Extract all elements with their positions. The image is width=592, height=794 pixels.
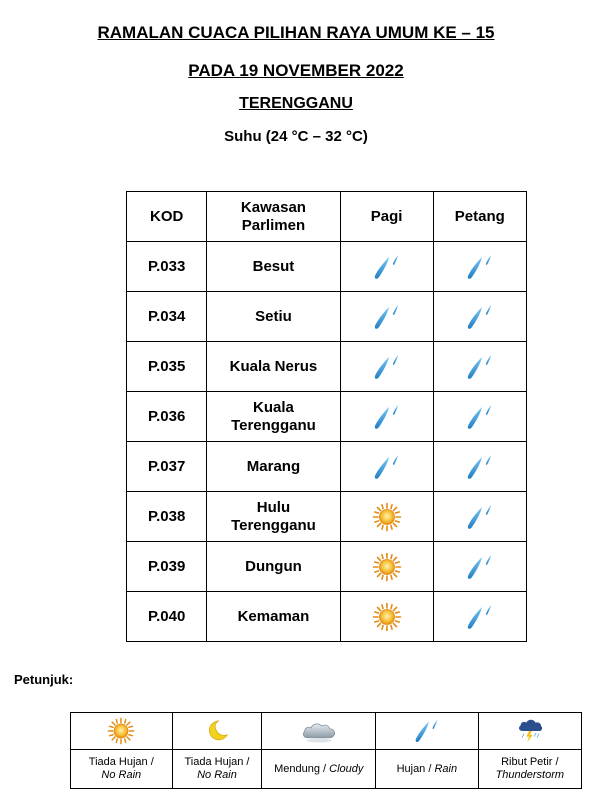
cell-kawasan — [207, 442, 340, 492]
forecast-table — [126, 191, 527, 642]
legend-caption — [478, 750, 581, 789]
sun-icon — [107, 722, 135, 739]
legend-caption — [376, 750, 479, 789]
sun-icon — [372, 607, 402, 624]
title-line-2: PADA 19 NOVEMBER 2022 — [188, 61, 404, 80]
header-kod: KOD — [127, 192, 207, 242]
legend-text: Tiada Hujan / — [184, 756, 250, 768]
cell-pagi — [340, 342, 433, 392]
legend-text: Hujan / — [396, 762, 432, 775]
cell-kod: P.038 — [127, 492, 207, 542]
cell-pagi — [340, 592, 433, 642]
table-row — [127, 292, 527, 342]
cell-kawasan — [207, 592, 340, 642]
sun-icon — [372, 507, 402, 524]
legend-caption — [262, 750, 376, 789]
cell-kod: P.036 — [127, 392, 207, 442]
cell-petang — [433, 392, 526, 442]
cell-pagi — [340, 492, 433, 542]
legend-text: Tiada Hujan / — [88, 756, 154, 768]
legend-text-en: No Rain — [197, 769, 237, 781]
rain-icon — [372, 307, 402, 324]
rain-icon — [372, 457, 402, 474]
cell-pagi — [340, 392, 433, 442]
table-row — [127, 592, 527, 642]
cell-petang — [433, 242, 526, 292]
kawasan-line1: Setiu — [255, 307, 292, 325]
table-row — [127, 392, 527, 442]
rain-icon — [465, 307, 495, 324]
header-kawasan-line2: Parlimen — [241, 216, 306, 234]
title-line-1: RAMALAN CUACA PILIHAN RAYA UMUM KE – 15 — [97, 23, 495, 42]
legend-icon-cell — [478, 713, 581, 750]
rain-icon — [465, 457, 495, 474]
cell-kod: P.039 — [127, 542, 207, 592]
cell-pagi — [340, 242, 433, 292]
table-row — [127, 442, 527, 492]
table-row — [127, 542, 527, 592]
sun-icon — [372, 557, 402, 574]
kawasan-line1: Marang — [246, 457, 301, 475]
legend-text-en: No Rain — [101, 769, 142, 781]
legend-icon-row — [71, 713, 582, 750]
rain-icon — [372, 357, 402, 374]
legend-table — [70, 712, 582, 789]
cell-kawasan — [207, 542, 340, 592]
cell-petang — [433, 592, 526, 642]
legend-text-en: Cloudy — [329, 762, 364, 775]
thunderstorm-icon — [516, 722, 544, 739]
rain-icon — [465, 357, 495, 374]
table-header-row — [127, 192, 527, 242]
state-title: TERENGGANU — [239, 95, 353, 112]
header-kawasan — [207, 192, 340, 242]
kawasan-line2: Terengganu — [231, 516, 316, 534]
cell-pagi — [340, 542, 433, 592]
rain-icon — [465, 557, 495, 574]
moon-icon — [203, 722, 231, 739]
table-row — [127, 242, 527, 292]
kawasan-line2: Terengganu — [231, 416, 316, 434]
legend-text: Mendung / — [274, 762, 327, 775]
legend-label: Petunjuk: — [14, 672, 74, 687]
legend-caption — [172, 750, 262, 789]
cell-kod: P.035 — [127, 342, 207, 392]
legend-icon-cell — [376, 713, 479, 750]
temperature-range: Suhu (24 °C – 32 °C) — [224, 128, 368, 145]
cell-petang — [433, 542, 526, 592]
table-row — [127, 342, 527, 392]
rain-icon — [372, 407, 402, 424]
rain-icon — [465, 607, 495, 624]
kawasan-line1: Kemaman — [237, 607, 310, 625]
cell-kawasan — [207, 242, 340, 292]
cell-kod: P.037 — [127, 442, 207, 492]
header-petang: Petang — [433, 192, 526, 242]
legend-caption-row — [71, 750, 582, 789]
cloud-icon — [299, 722, 339, 739]
cell-kod: P.034 — [127, 292, 207, 342]
rain-icon — [413, 722, 441, 739]
legend-icon-cell — [172, 713, 262, 750]
cell-pagi — [340, 292, 433, 342]
header-kawasan-line1: Kawasan — [240, 198, 306, 216]
cell-petang — [433, 442, 526, 492]
kawasan-line1: Hulu — [256, 498, 291, 516]
legend-text-en: Rain — [434, 762, 458, 775]
cell-pagi — [340, 442, 433, 492]
header-pagi: Pagi — [340, 192, 433, 242]
table-row — [127, 492, 527, 542]
cell-kawasan — [207, 392, 340, 442]
kawasan-line1: Kuala — [253, 398, 294, 416]
kawasan-line1: Besut — [252, 257, 295, 275]
rain-icon — [372, 257, 402, 274]
forecast-table-body — [127, 242, 527, 642]
legend-icon-cell — [262, 713, 376, 750]
legend-text: Ribut Petir / — [501, 756, 559, 768]
kawasan-line1: Kuala Nerus — [229, 357, 318, 375]
cell-petang — [433, 342, 526, 392]
cell-petang — [433, 492, 526, 542]
rain-icon — [465, 407, 495, 424]
cell-kawasan — [207, 492, 340, 542]
kawasan-line1: Dungun — [245, 557, 302, 575]
cell-kod: P.040 — [127, 592, 207, 642]
cell-kawasan — [207, 292, 340, 342]
legend-icon-cell — [71, 713, 173, 750]
cell-kod: P.033 — [127, 242, 207, 292]
rain-icon — [465, 507, 495, 524]
legend-caption — [71, 750, 173, 789]
rain-icon — [465, 257, 495, 274]
cell-kawasan — [207, 342, 340, 392]
legend-text-en: Thunderstorm — [495, 769, 565, 781]
cell-petang — [433, 292, 526, 342]
